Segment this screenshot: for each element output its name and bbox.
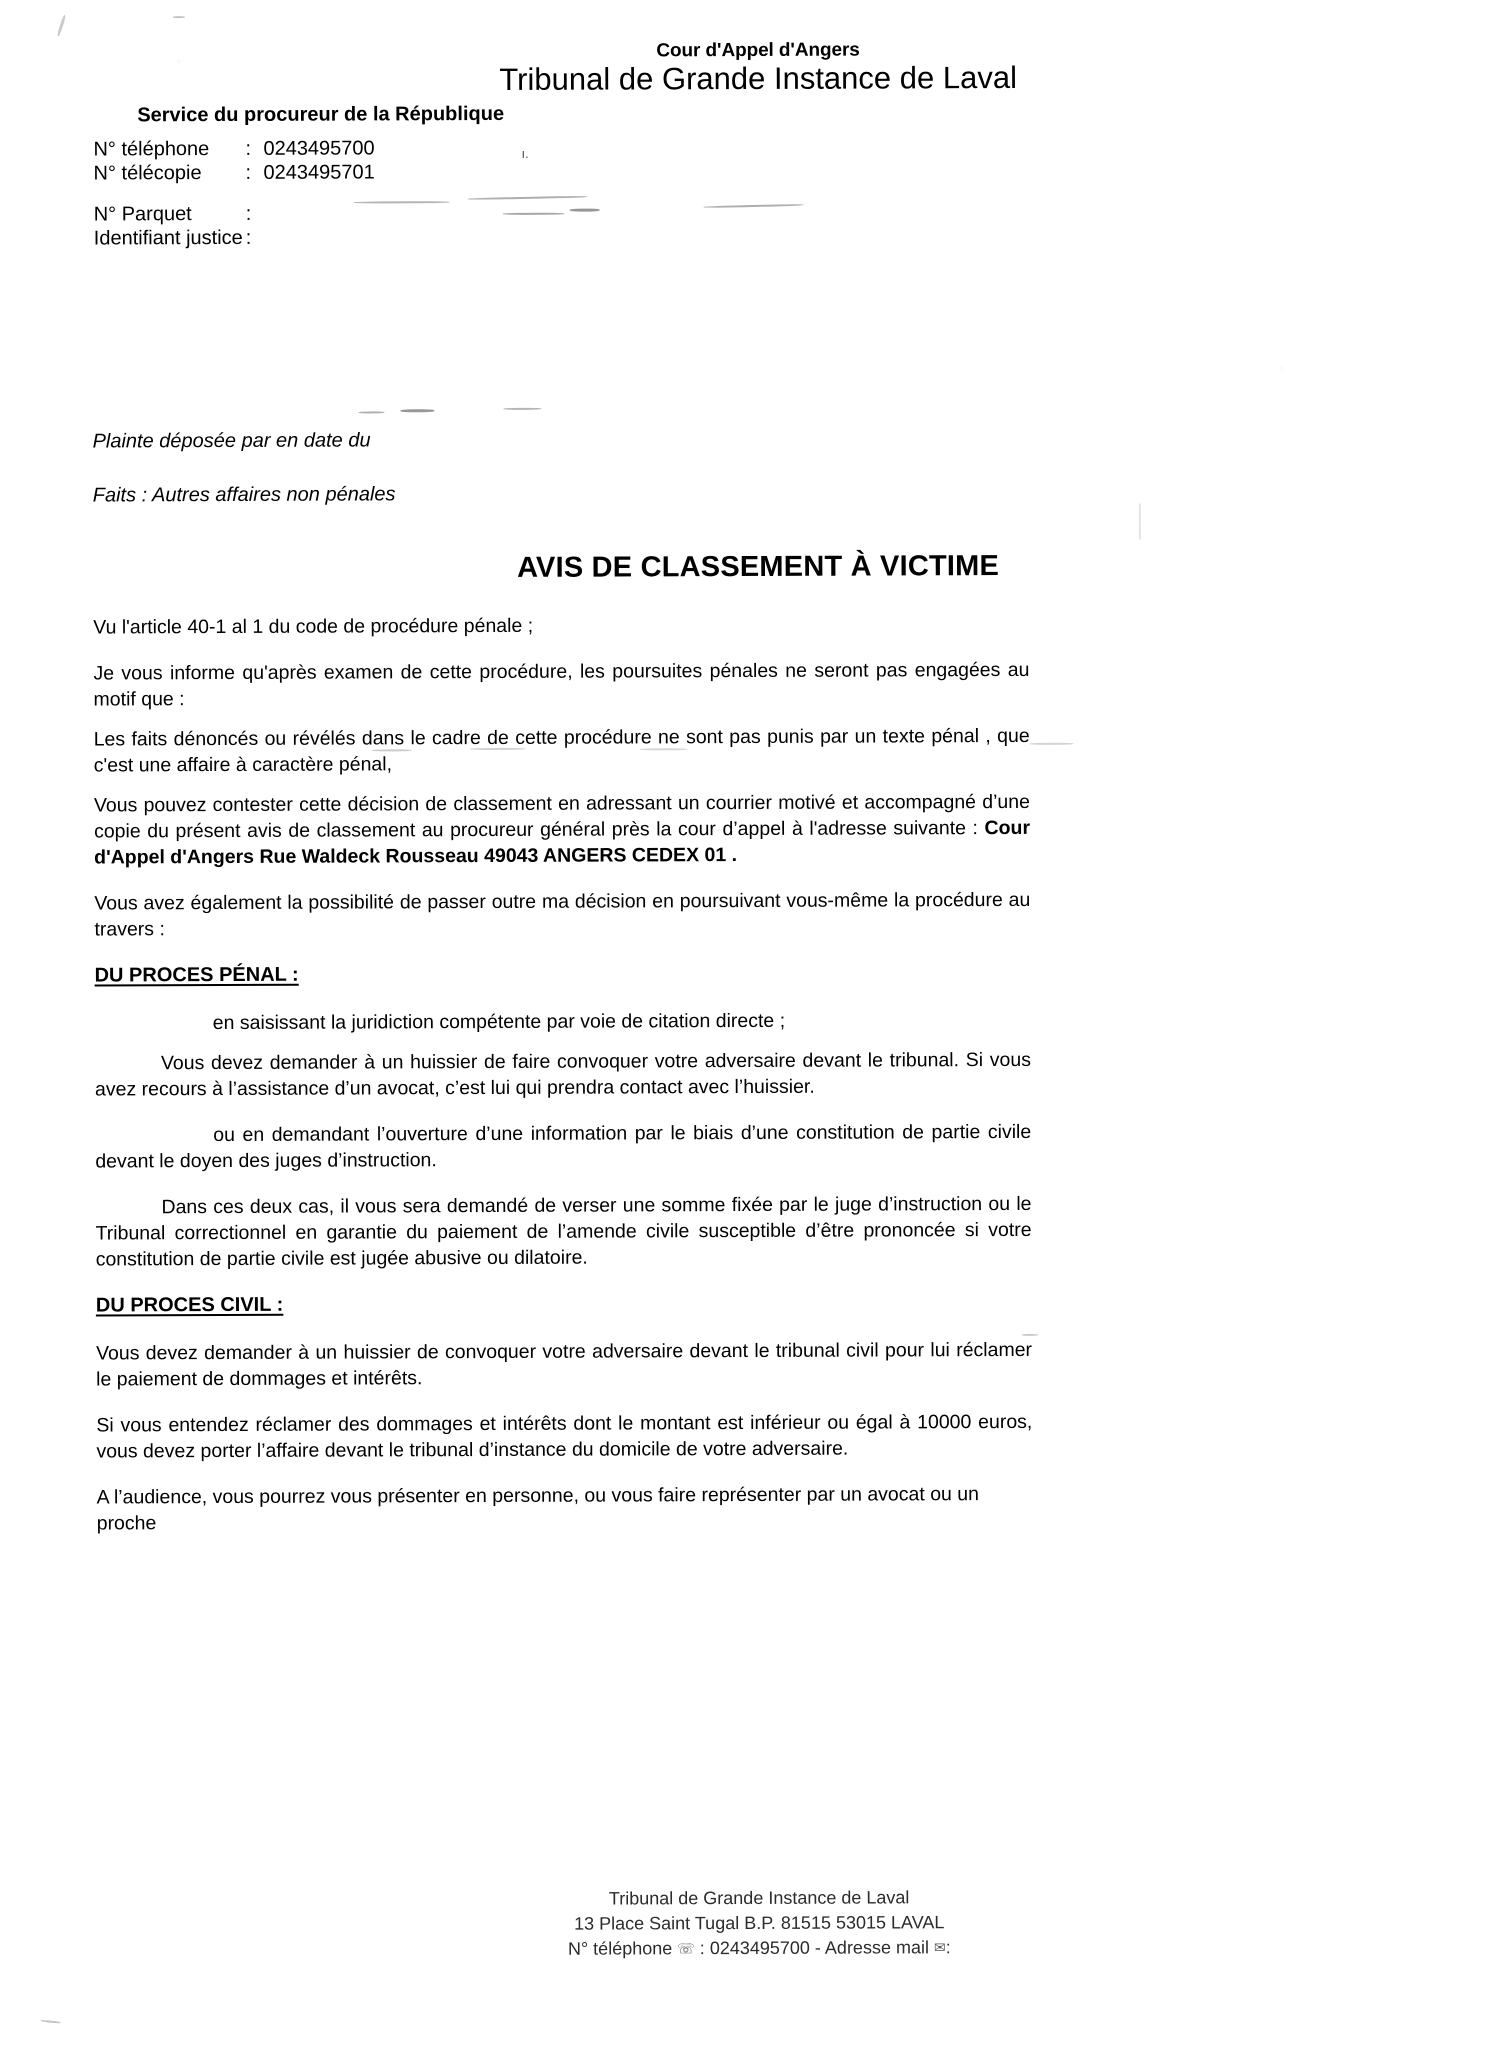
paragraph-deux-cas bbox=[95, 1191, 1031, 1273]
scan-artifact bbox=[400, 409, 434, 412]
footer-address: 13 Place Saint Tugal B.P. 81515 53015 LAVAL bbox=[574, 1912, 945, 1934]
paragraph-contest bbox=[94, 789, 1030, 871]
field-parquet bbox=[94, 203, 264, 227]
scan-artifact bbox=[173, 16, 185, 18]
paragraph-motif: Les faits dénoncés ou révélés dans le cadre de cette procédure ne sont pas punis par un texte pénal , que c'est une affaire à caractère pénal, bbox=[93, 724, 1030, 777]
paragraph-citation-directe-text: en saisissant la juridiction compétente par voie de citation directe ; bbox=[212, 1009, 786, 1035]
paragraph-audience: A l’audience, vous pourrez vous présenter en personne, ou vous faire représenter par un avocat ou un proche bbox=[96, 1483, 980, 1535]
field-telecopie-separator: : bbox=[245, 161, 252, 184]
scan-artifact bbox=[358, 411, 384, 413]
paragraph-deux-cas-text: Dans ces deux cas, il vous sera demandé de verser une somme fixée par le juge d’instruction ou le Tribunal correctionnel en garantie du paiement de l’amende civile susceptible d’être prononcée si votre constitution de partie civile est jugée abusive ou dilatoire. bbox=[95, 1192, 1032, 1271]
paragraph-civil-huissier: Vous devez demander à un huissier de convoquer votre adversaire devant le tribunal civil pour lui réclamer le paiement de dommages et intérêts. bbox=[96, 1338, 1033, 1391]
field-telecopie-label: N° télécopie bbox=[93, 162, 202, 185]
paragraph-inform: Je vous informe qu'après examen de cette procédure, les poursuites pénales ne seront pas engagées au motif que : bbox=[93, 658, 1030, 711]
phone-icon: ☏ bbox=[677, 1940, 695, 1957]
scan-artifact: ı. bbox=[521, 145, 529, 161]
scan-artifact bbox=[57, 15, 67, 37]
complaint-line: Plainte déposée par en date du bbox=[92, 429, 371, 453]
scan-artifact bbox=[468, 196, 588, 200]
appeal-court-address: Cour d'Appel d'Angers Rue Waldeck Rousseau 49043 ANGERS CEDEX 01 . bbox=[94, 816, 1031, 869]
field-identifiant-justice bbox=[94, 227, 264, 251]
scan-artifact bbox=[354, 201, 450, 203]
tribunal-name: Tribunal de Grande Instance de Laval bbox=[499, 59, 1018, 97]
paragraph-huissier-penal-text: Vous devez demander à un huissier de faire convoquer votre adversaire devant le tribunal. Si vous avez recours à l’assistance d’un avocat, c’est lui qui prendra contact avec l’huissier. bbox=[94, 1048, 1031, 1101]
paragraph-article: Vu l'article 40-1 al 1 du code de procédure pénale ; bbox=[93, 614, 534, 639]
scan-artifact bbox=[503, 408, 541, 410]
scan-artifact bbox=[640, 748, 688, 750]
field-telecopie bbox=[93, 161, 374, 185]
scan-artifact bbox=[704, 204, 804, 208]
paragraph-constitution-partie-civile bbox=[95, 1119, 1031, 1175]
scan-artifact bbox=[372, 749, 412, 751]
scan-artifact bbox=[503, 213, 565, 215]
paragraph-constitution-partie-civile-text: ou en demandant l’ouverture d’une information par le biais d’une constitution de partie civile devant le doyen des juges d’instruction. bbox=[95, 1120, 1032, 1173]
mail-icon: ✉ bbox=[933, 1939, 946, 1956]
field-telephone-label: N° téléphone bbox=[93, 138, 210, 161]
service-name: Service du procureur de la République bbox=[137, 102, 505, 127]
paragraph-civil-montant: Si vous entendez réclamer des dommages et intérêts dont le montant est inférieur ou égal à 10000 euros, vous devez porter l’affaire devant le tribunal d’instance du domicile de votre adversaire. bbox=[96, 1410, 1033, 1463]
footer-tribunal: Tribunal de Grande Instance de Laval bbox=[608, 1887, 910, 1909]
court-name: Cour d'Appel d'Angers bbox=[656, 39, 860, 62]
field-telecopie-value: 0243495701 bbox=[263, 161, 375, 184]
footer-mail-separator: : bbox=[945, 1937, 951, 1958]
paragraph-huissier-penal bbox=[95, 1047, 1031, 1103]
paragraph-contest-text: Vous pouvez contester cette décision de classement en adressant un courrier motivé et accompagné d’une copie du présent avis de classement au procureur général près la cour d’appel à l'adresse suivante : bbox=[93, 790, 1030, 843]
scan-artifact bbox=[1022, 1334, 1038, 1336]
field-parquet-separator: : bbox=[245, 202, 252, 225]
footer-phone-value: : 0243495700 - Adresse mail bbox=[699, 1937, 929, 1959]
field-identifiant-justice-separator: : bbox=[245, 226, 252, 249]
scan-artifact bbox=[1030, 743, 1074, 745]
document-title: AVIS DE CLASSEMENT À VICTIME bbox=[516, 550, 1000, 584]
facts-line: Faits : Autres affaires non pénales bbox=[92, 483, 396, 507]
document-body bbox=[93, 611, 1033, 1557]
scan-artifact bbox=[41, 2020, 61, 2024]
field-telephone-separator: : bbox=[245, 137, 252, 160]
page-footer bbox=[14, 1883, 1490, 1965]
section-heading-proces-civil: DU PROCES CIVIL : bbox=[95, 1293, 284, 1317]
footer-phone-label: N° téléphone bbox=[567, 1938, 673, 1959]
scan-artifact bbox=[570, 209, 600, 212]
footer-contact bbox=[14, 1933, 1490, 1965]
field-parquet-label: N° Parquet bbox=[93, 203, 192, 226]
paragraph-citation-directe bbox=[95, 1007, 1031, 1037]
paragraph-passer-outre: Vous avez également la possibilité de passer outre ma décision en poursuivant vous-même la procédure au travers : bbox=[94, 888, 1031, 941]
field-telephone-value: 0243495700 bbox=[263, 137, 375, 160]
field-identifiant-justice-label: Identifiant justice bbox=[93, 226, 243, 250]
scan-edge-artifact bbox=[1139, 503, 1141, 539]
section-heading-proces-penal: DU PROCES PÉNAL : bbox=[94, 963, 299, 987]
field-telephone bbox=[93, 137, 374, 161]
